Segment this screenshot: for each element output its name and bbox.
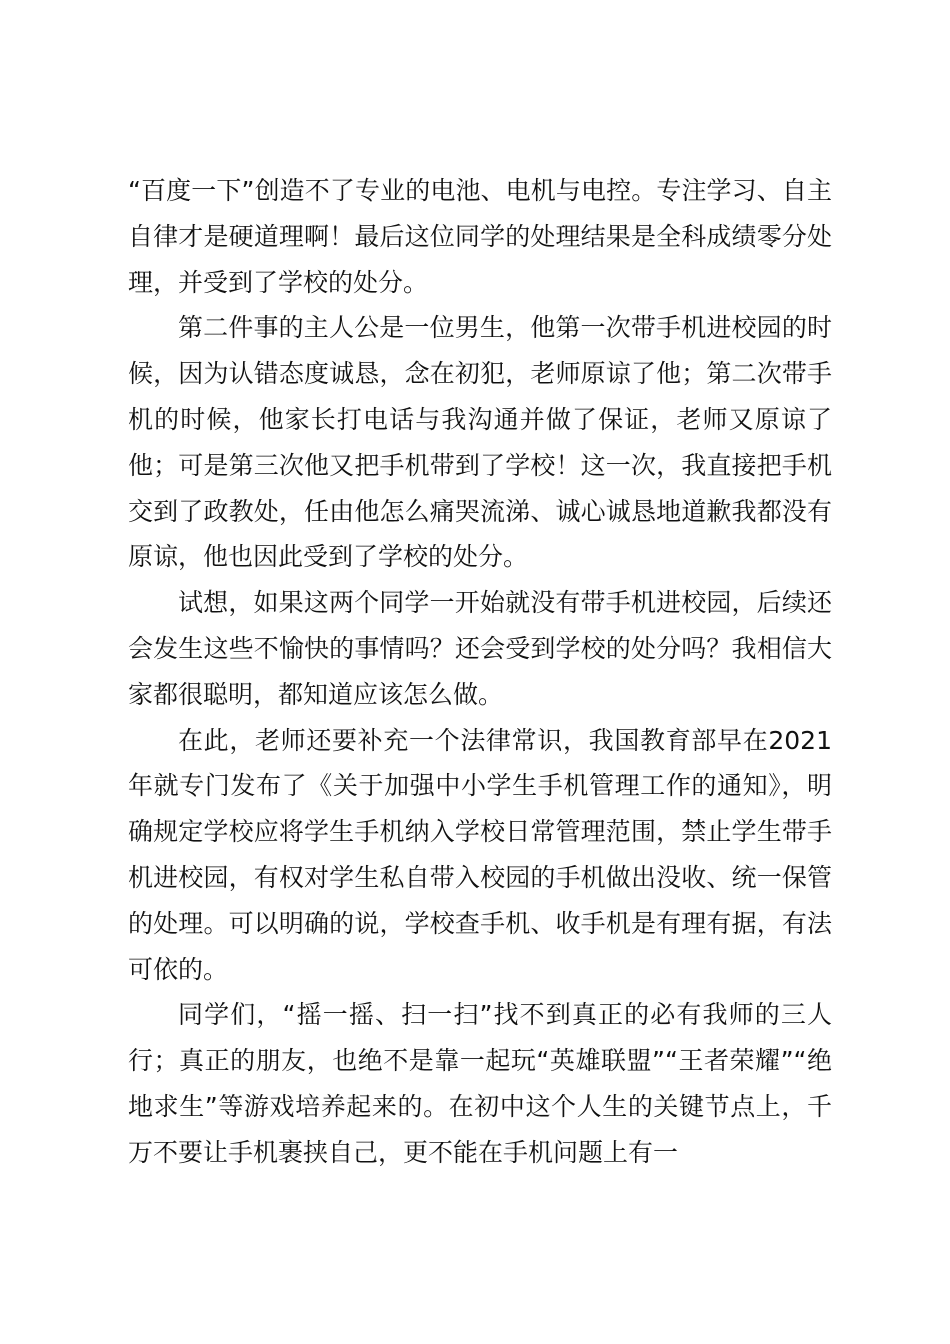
paragraph-appeal: 同学们，“摇一摇、扫一扫”找不到真正的必有我师的三人行；真正的朋友，也绝不是靠一起玩“英雄联盟”“王者荣耀”“绝地求生”等游戏培养起来的。在初中这个人生的关键节点上，千万不要让手机裹挟自己，更不能在手机问题上有一 — [128, 1000, 832, 1167]
paragraph-legal-notice: 在此，老师还要补充一个法律常识，我国教育部早在2021 年就专门发布了《关于加强中小学生手机管理工作的通知》，明确规定学校应将学生手机纳入学校日常管理范围，禁止学生带手机进校园，有权对学生私自带入校园的手机做出没收、统一保管的处理。可以明确的说，学校查手机、收手机是有理有据，有法可依的。 — [128, 725, 832, 984]
document-body — [128, 168, 832, 1176]
paragraph-second-incident: 第二件事的主人公是一位男生，他第一次带手机进校园的时候，因为认错态度诚恳，念在初犯，老师原谅了他；第二次带手机的时候，他家长打电话与我沟通并做了保证，老师又原谅了他；可是第三次他又把手机带到了学校！这一次，我直接把手机交到了政教处，任由他怎么痛哭流涕、诚心诚恳地道歉我都没有原谅，他也因此受到了学校的处分。 — [128, 313, 832, 572]
paragraph-reflection: 试想，如果这两个同学一开始就没有带手机进校园，后续还会发生这些不愉快的事情吗？还会受到学校的处分吗？我相信大家都很聪明，都知道应该怎么做。 — [128, 588, 832, 709]
paragraph-continuation: “百度一下”创造不了专业的电池、电机与电控。专注学习、自主自律才是硬道理啊！最后这位同学的处理结果是全科成绩零分处理，并受到了学校的处分。 — [128, 176, 832, 297]
